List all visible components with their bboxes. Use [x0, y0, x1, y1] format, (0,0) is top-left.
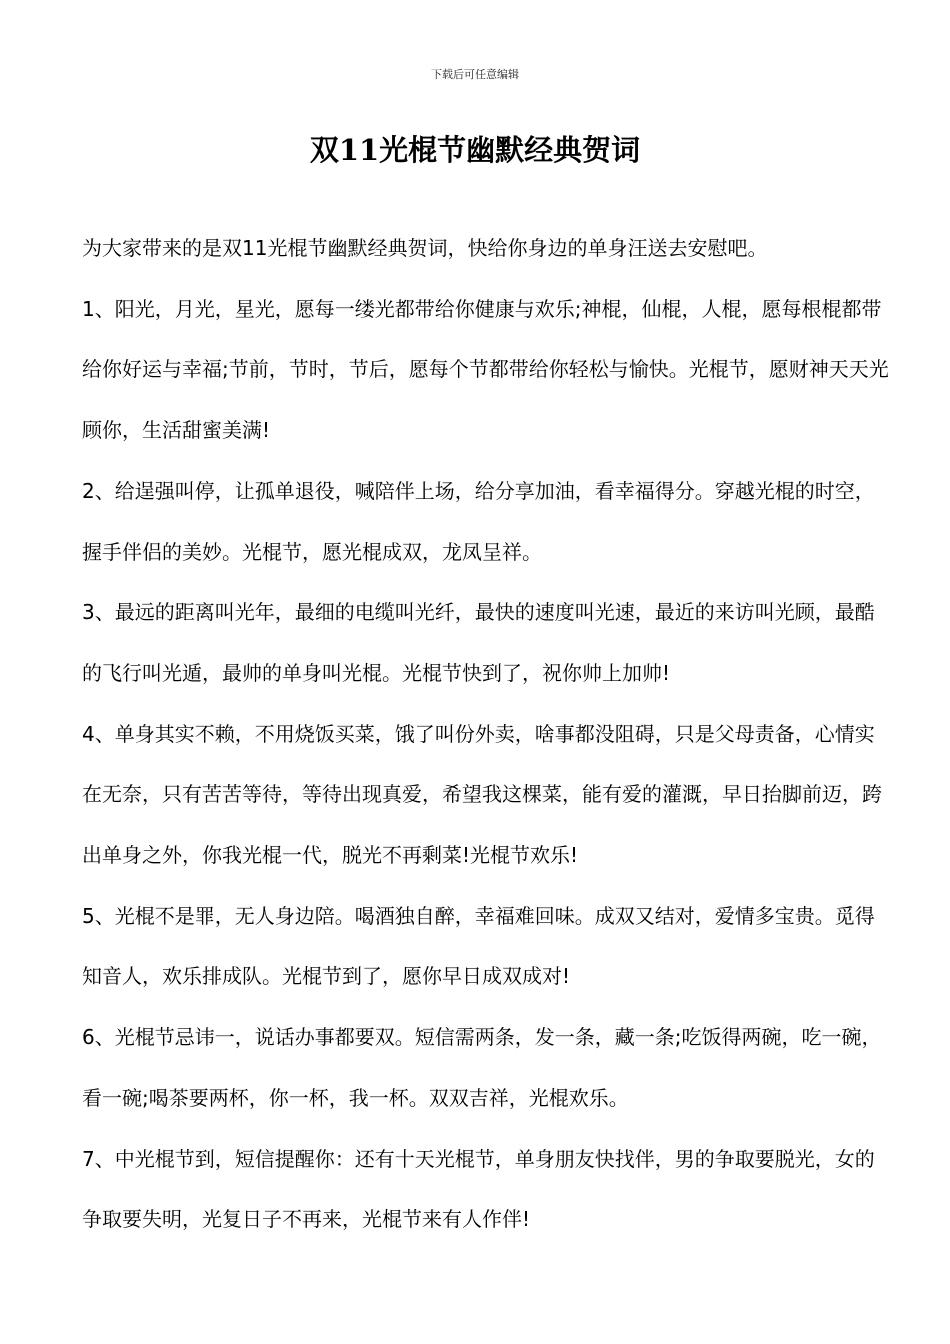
greeting-paragraph-1: 1、阳光，月光，星光，愿每一缕光都带给你健康与欢乐;神棍，仙棍，人棍，愿每根棍都带给你好运与幸福;节前，节时，节后，愿每个节都带给你轻松与愉快。光棍节，愿财神天天光顾你，生活甜蜜美满! [82, 296, 889, 443]
greeting-paragraph-5: 5、光棍不是罪，无人身边陪。喝酒独自醉，幸福难回味。成双又结对，爱情多宝贵。觅得知音人，欢乐排成队。光棍节到了，愿你早日成双成对! [82, 903, 875, 989]
greeting-paragraph-4: 4、单身其实不赖，不用烧饭买菜，饿了叫份外卖，啥事都没阻碍，只是父母责备，心情实在无奈，只有苦苦等待，等待出现真爱，希望我这棵菜，能有爱的灌溉，早日抬脚前迈，跨出单身之外，你我光棍一代，脱光不再剩菜!光棍节欢乐! [82, 721, 882, 868]
document-body [82, 218, 890, 1250]
document-title: 双11光棍节幽默经典贺词 [309, 133, 641, 167]
greeting-paragraph-7: 7、中光棍节到，短信提醒你：还有十天光棍节，单身朋友快找伴，男的争取要脱光，女的争取要失明，光复日子不再来，光棍节来有人作伴! [82, 1146, 875, 1232]
greeting-paragraph-3: 3、最远的距离叫光年，最细的电缆叫光纤，最快的速度叫光速，最近的来访叫光顾，最酷的飞行叫光遁，最帅的单身叫光棍。光棍节快到了，祝你帅上加帅! [82, 600, 875, 685]
greeting-paragraph-6: 6、光棍节忌讳一，说话办事都要双。短信需两条，发一条，藏一条;吃饭得两碗，吃一碗，看一碗;喝茶要两杯，你一杯，我一杯。双双吉祥，光棍欢乐。 [82, 1025, 882, 1110]
intro-paragraph: 为大家带来的是双11光棍节幽默经典贺词，快给你身边的单身汪送去安慰吧。 [82, 236, 768, 260]
header-note: 下载后可任意编辑 [431, 68, 519, 81]
greeting-paragraph-2: 2、给逞强叫停，让孤单退役，喊陪伴上场，给分享加油，看幸福得分。穿越光棍的时空，握手伴侣的美妙。光棍节，愿光棍成双，龙凤呈祥。 [82, 478, 875, 564]
